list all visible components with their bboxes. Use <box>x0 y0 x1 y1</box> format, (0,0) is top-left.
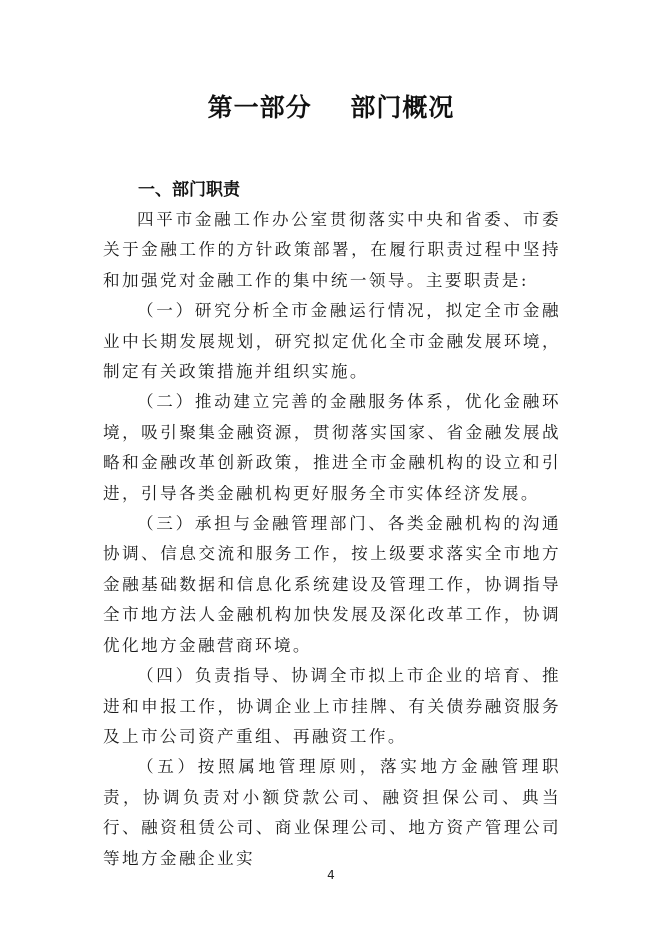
paragraph-intro: 四平市金融工作办公室贯彻落实中央和省委、市委关于金融工作的方针政策部署，在履行职责过程中坚持和加强党对金融工作的集中统一领导。主要职责是: <box>103 210 561 290</box>
paragraph-item-4: （四）负责指导、协调全市拟上市企业的培育、推进和申报工作，协调企业上市挂牌、有关债券融资服务及上市公司资产重组、再融资工作。 <box>103 666 561 746</box>
body-text <box>103 205 561 874</box>
paragraph-item-2: （二）推动建立完善的金融服务体系，优化金融环境，吸引聚集金融资源，贯彻落实国家、省金融发展战略和金融改革创新政策，推进全市金融机构的设立和引进，引导各类金融机构更好服务全市实体经济发展。 <box>103 392 561 503</box>
paragraph-item-3: （三）承担与金融管理部门、各类金融机构的沟通协调、信息交流和服务工作，按上级要求落实全市地方金融基础数据和信息化系统建设及管理工作，协调指导全市地方法人金融机构加快发展及深化改革工作，协调优化地方金融营商环境。 <box>103 514 561 655</box>
paragraph-item-5: （五）按照属地管理原则，落实地方金融管理职责，协调负责对小额贷款公司、融资担保公司、典当行、融资租赁公司、商业保理公司、地方资产管理公司等地方金融企业实 <box>103 757 561 868</box>
paragraph-item-1: （一）研究分析全市金融运行情况，拟定全市金融业中长期发展规划，研究拟定优化全市金融发展环境，制定有关政策措施并组织实施。 <box>103 301 561 382</box>
section-heading: 一、部门职责 <box>138 180 240 200</box>
page-title: 第一部分 部门概况 <box>207 93 455 122</box>
page-number: 4 <box>327 868 335 882</box>
